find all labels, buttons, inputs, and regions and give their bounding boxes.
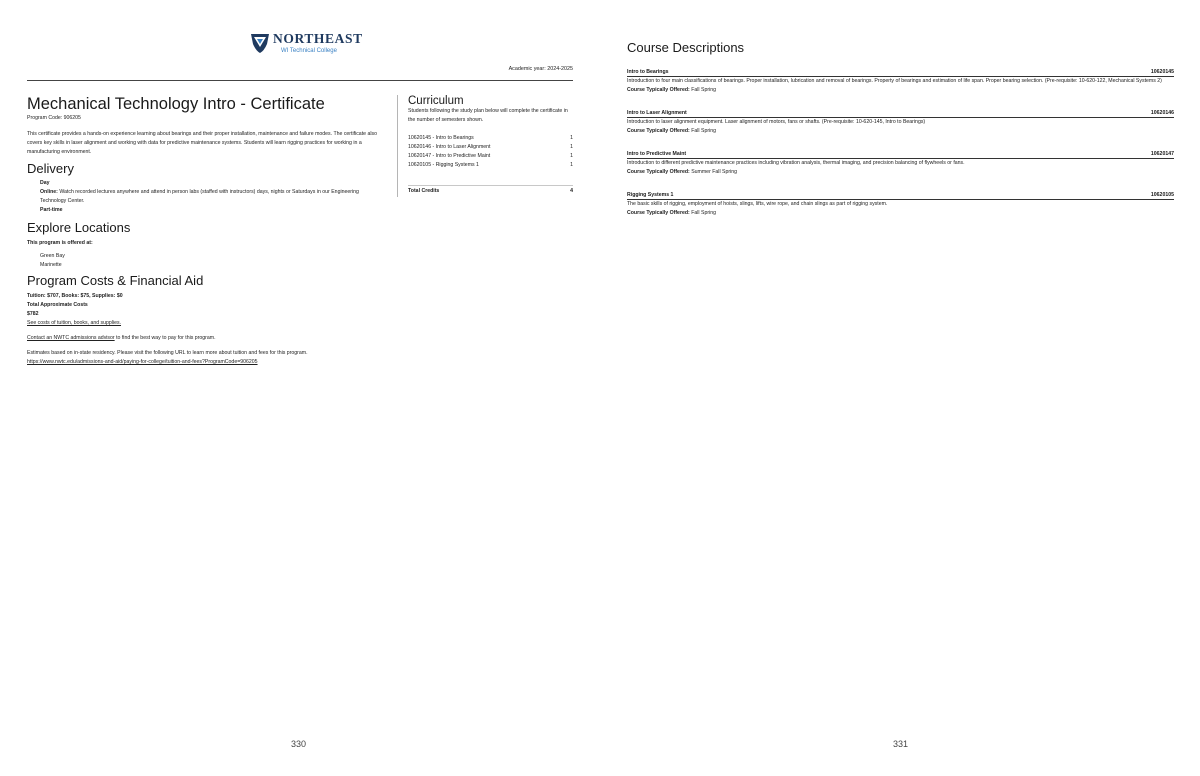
offered-terms: Fall Spring (689, 210, 716, 216)
see-costs-link[interactable]: See costs of tuition, books, and supplies. (27, 320, 122, 326)
curriculum-column (397, 95, 573, 197)
course-code: 10620105 (1150, 192, 1174, 198)
delivery-heading: Delivery (27, 161, 74, 176)
course-name: 10620147 - Intro to Predictive Maint (408, 153, 491, 159)
course-entry (627, 109, 1174, 136)
location-item: Green Bay (40, 253, 65, 259)
online-text: Watch recorded lectures anywhere and attend in person labs (staffed with instructors) days, nights or Saturdays in our Engineering Technology Center. (40, 189, 359, 204)
contact-rest-text: to find the best way to pay for this program. (114, 335, 216, 341)
course-credits: 1 (570, 162, 573, 168)
course-credits: 1 (570, 135, 573, 141)
tuition-url-link[interactable]: https://www.nwtc.edu/admissions-and-aid/paying-for-college/tuition-and-fees?ProgramCode=906205 (27, 359, 258, 365)
logo-name: NORTHEAST (273, 31, 363, 47)
program-info-column (27, 95, 379, 367)
course-entry (627, 68, 1174, 95)
logo-subtitle: WI Technical College (281, 47, 337, 54)
program-title: Mechanical Technology Intro - Certificate (27, 95, 325, 113)
course-description: The basic skills of rigging, employment of hoists, slings, lifts, wire rope, and chain slings as part of rigging system. (627, 201, 888, 207)
course-name: 10620105 - Rigging Systems 1 (408, 162, 479, 168)
online-label: Online: (40, 189, 58, 195)
estimates-text: Estimates based on in-state residency. Please visit the following URL to learn more about tuition and fees for this program. (27, 350, 308, 356)
header-divider (27, 80, 573, 81)
contact-advisor-link[interactable]: Contact an NWTC admissions advisor (27, 335, 115, 341)
course-offered (627, 209, 1174, 218)
course-title: Intro to Predictive Maint (627, 151, 687, 157)
offered-label: Course Typically Offered: (627, 87, 690, 93)
course-description: Introduction to laser alignment equipment. Laser alignment of motors, fans or shafts. (Pre-requisite: 10-620-145, Intro to Bearings) (627, 119, 926, 125)
course-name: 10620146 - Intro to Laser Alignment (408, 144, 491, 150)
costs-heading: Program Costs & Financial Aid (27, 273, 204, 288)
course-descriptions-heading: Course Descriptions (627, 40, 745, 55)
offered-label: Course Typically Offered: (627, 210, 690, 216)
nwtc-logo (250, 32, 363, 54)
curriculum-intro: Students following the study plan below will complete the certificate in the number of semesters shown. (408, 108, 568, 123)
locations-heading: Explore Locations (27, 220, 131, 235)
course-offered (627, 127, 1174, 136)
course-name: 10620145 - Intro to Bearings (408, 135, 474, 141)
offered-at-label: This program is offered at: (27, 240, 93, 246)
total-credits-label: Total Credits (408, 188, 440, 194)
course-entry (627, 150, 1174, 177)
curriculum-row (408, 143, 573, 152)
course-title: Rigging Systems 1 (627, 192, 674, 198)
course-entry (627, 191, 1174, 218)
delivery-parttime: Part-time (40, 207, 63, 213)
course-descriptions-list (627, 68, 1174, 232)
curriculum-list (408, 134, 573, 196)
page-number-left: 330 (291, 739, 307, 749)
program-description: This certificate provides a hands-on experience learning about bearings and their proper installation, maintenance and failure modes. The certificate also covers key skills in laser alignment and working with data for predictive maintenance systems. Students will learn rigging practices for working in a manufacturing environment. (27, 131, 377, 155)
course-header (627, 109, 1174, 118)
course-code: 10620147 (1150, 151, 1174, 157)
total-costs-label: Total Approximate Costs (27, 302, 88, 308)
curriculum-heading: Curriculum (408, 95, 464, 107)
curriculum-row (408, 152, 573, 161)
total-credits-row (408, 185, 573, 196)
delivery-online (40, 188, 370, 206)
course-title: Intro to Laser Alignment (627, 110, 687, 116)
course-header (627, 191, 1174, 200)
course-credits: 1 (570, 153, 573, 159)
program-code: Program Code: 906205 (27, 115, 81, 121)
contact-advisor-line (27, 334, 379, 343)
course-code: 10620145 (1150, 69, 1174, 75)
course-code: 10620146 (1150, 110, 1174, 116)
shield-logo-icon (250, 32, 270, 54)
offered-label: Course Typically Offered: (627, 169, 690, 175)
course-title: Intro to Bearings (627, 69, 669, 75)
offered-label: Course Typically Offered: (627, 128, 690, 134)
course-credits: 1 (570, 144, 573, 150)
offered-terms: Fall Spring (689, 87, 716, 93)
course-description: Introduction to four main classifications of bearings. Proper installation, lubrication and removal of bearings. Property of bearings and estimation of life span. Proper bearing selection. (Pre-requisite: 10-620-122, Mechanical Systems 2) (627, 78, 1162, 84)
curriculum-row (408, 161, 573, 170)
course-offered (627, 168, 1174, 177)
offered-terms: Fall Spring (689, 128, 716, 134)
total-costs-value: $782 (27, 311, 39, 317)
curriculum-row (408, 134, 573, 143)
page-number-right: 331 (893, 739, 909, 749)
cost-breakdown: Tuition: $707, Books: $75, Supplies: $0 (27, 293, 123, 299)
location-item: Marinette (40, 262, 62, 268)
delivery-day: Day (40, 180, 50, 186)
course-offered (627, 86, 1174, 95)
course-description: Introduction to different predictive maintenance practices including vibration analysis, thermal imaging, and precision balancing of flywheels or fans. (627, 160, 965, 166)
course-header (627, 150, 1174, 159)
offered-terms: Summer Fall Spring (689, 169, 738, 175)
right-page (600, 0, 1200, 776)
academic-year: Academic year: 2024-2025 (508, 66, 573, 72)
total-credits-value: 4 (570, 188, 573, 194)
course-header (627, 68, 1174, 77)
